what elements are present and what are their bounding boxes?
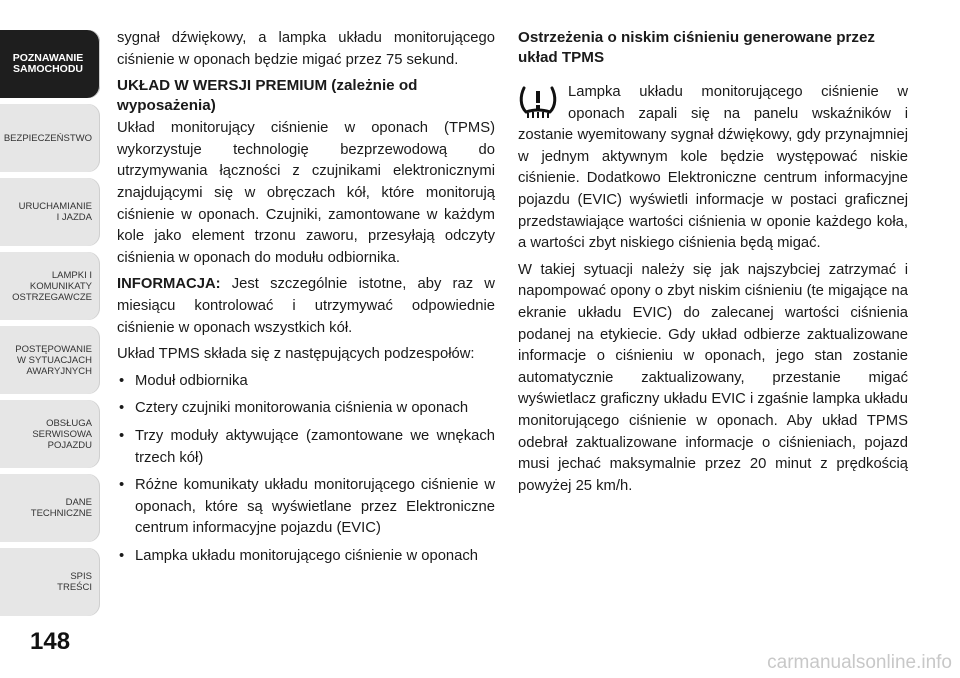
tab-poznawanie-samochodu[interactable]: POZNAWANIE SAMOCHODU (0, 30, 100, 98)
list-intro: Układ TPMS składa się z następujących podzespołów: (117, 346, 475, 363)
paragraph: sygnał dźwiękowy, a lampka układu monitorującego ciśnienie w oponach będzie migać przez 75 sekund. (117, 30, 495, 68)
section-heading: Ostrzeżenia o niskim ciśnieniu generowane przez układ TPMS (518, 29, 876, 66)
info-label: INFORMACJA: (117, 276, 221, 293)
tab-spis-tresci[interactable]: SPIS TREŚCI (0, 548, 100, 616)
paragraph: Układ monitorujący ciśnienie w oponach (TPMS) wykorzystuje technologię bezprzewodową do utrzymywania łączności z czujnikami elektronicznymi znajdującymi się w obręczach kół, które monitorują ciśnienie w oponach. Czujniki, zamontowane w każdym kole jako element trzonu zaworu, przesyłają odczyty ciśnienia w oponach do modułu odbiornika. (117, 120, 495, 266)
page-number: 148 (30, 628, 71, 655)
paragraph: Lampka układu monitorującego ciśnienie w oponach zapali się na panelu wskaźników i zostanie wyemitowany sygnał dźwiękowy, gdy przynajmniej w jednym aktywnym kole będzie występować niskie ciśnienie. Dodatkowo Elektroniczne centrum informacyjne pojazdu (EVIC) wyświetli informacje w postaci graficznej przedstawiające wartości ciśnienia w oponie każdego koła, a wartości zbyt niskiego ciśnienia będą migać. (518, 84, 908, 252)
tab-uruchamianie-i-jazda[interactable]: URUCHAMIANIE I JAZDA (0, 178, 100, 246)
tab-bezpieczenstwo[interactable]: BEZPIECZEŃSTWO (0, 104, 100, 172)
info-text: Jest szczególnie istotne, aby raz w miesiącu kontrolować i utrzymywać odpowiednie ciśnienie w oponach wszystkich kół. (117, 276, 495, 336)
list-item: • Moduł odbiornika (117, 371, 495, 393)
tab-postepowanie-awaryjne[interactable]: POSTĘPOWANIE W SYTUACJACH AWARYJNYCH (0, 326, 100, 394)
paragraph: W takiej sytuacji należy się jak najszybciej zatrzymać i napompować opony o zbyt niskim ciśnieniu (te migające na ekranie układu EVIC) do zalecanej wartości ciśnienia podanej na etykiecie. Gdy układ odbierze zaktualizowane informacje o ciśnieniu w oponach, jego stan zostanie automatycznie zaktualizowany, przestanie migać wyświetlacz graficzny układu EVIC i zgaśnie lampka układu monitorującego ciśnienie w oponach. Aby układ TPMS odebrał zaktualizowane informacje o ciśnieniach, pojazd musi jechać maksymalnie przez 20 minut z prędkością powyżej 25 km/h. (518, 261, 908, 494)
list-item: • Cztery czujniki monitorowania ciśnienia w oponach (117, 398, 495, 420)
list-item: • Różne komunikaty układu monitorującego ciśnienie w oponach, które są wyświetlane przez Elektroniczne centrum informacyjne pojazdu (EVIC) (117, 475, 495, 540)
watermark: carmanualsonline.info (767, 652, 952, 673)
info-paragraph (117, 274, 495, 339)
warning-block (518, 82, 908, 255)
list-item: • Lampka układu monitorującego ciśnienie w oponach (117, 546, 495, 568)
tab-dane-techniczne[interactable]: DANE TECHNICZNE (0, 474, 100, 542)
tpms-warning-icon (518, 84, 558, 120)
tab-lampki-i-komunikaty[interactable]: LAMPKI I KOMUNIKATY OSTRZEGAWCZE (0, 252, 100, 320)
right-column (518, 28, 908, 502)
left-column (117, 28, 495, 573)
component-list (117, 371, 495, 568)
tab-obsluga-serwisowa[interactable]: OBSŁUGA SERWISOWA POJAZDU (0, 400, 100, 468)
section-heading: UKŁAD W WERSJI PREMIUM (zależnie od wyposażenia) (117, 77, 418, 115)
list-item: • Trzy moduły aktywujące (zamontowane we wnękach trzech kół) (117, 426, 495, 469)
